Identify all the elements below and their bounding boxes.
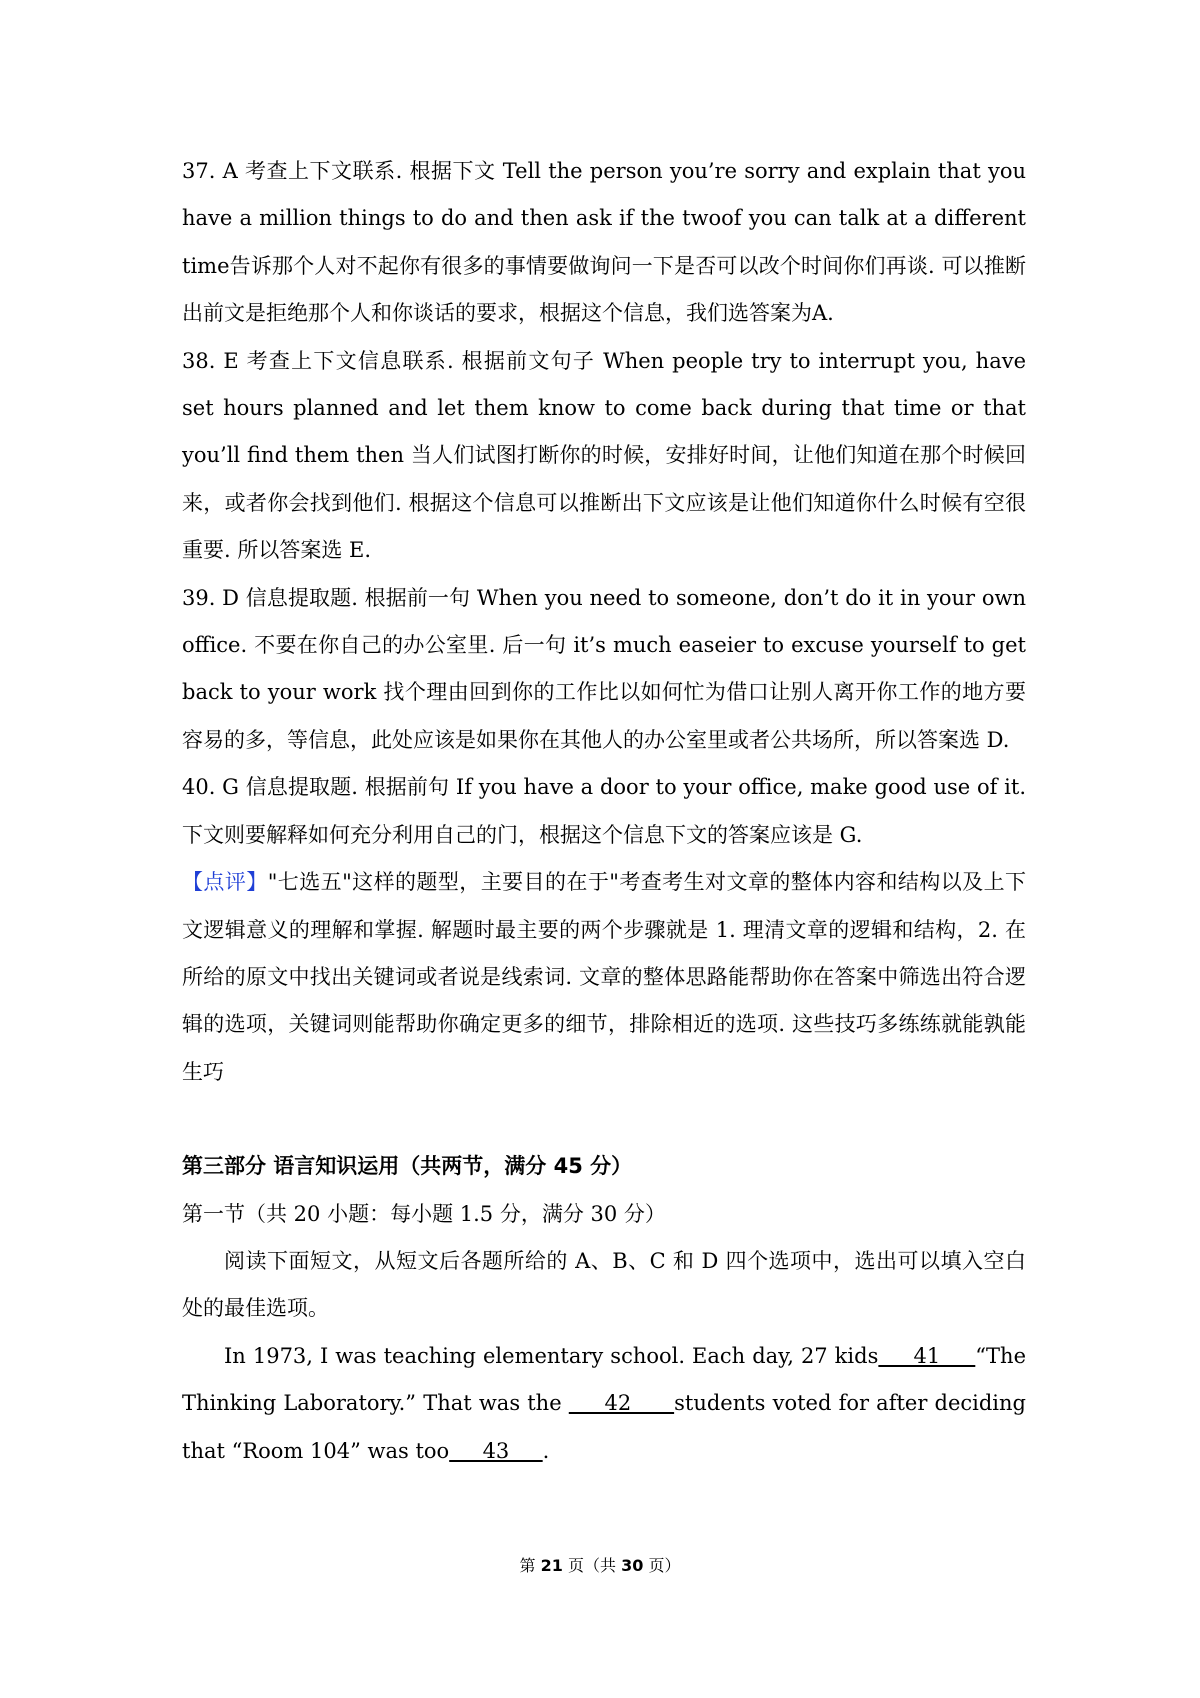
blank-42: 42 xyxy=(568,1391,675,1416)
footer-total-pages: 30 xyxy=(621,1556,644,1575)
section-heading: 第三部分 语言知识运用（共两节，满分 45 分） xyxy=(182,1154,633,1179)
footer-prefix: 第 xyxy=(519,1556,541,1575)
comment-text: "七选五"这样的题型，主要目的在于"考查考生对文章的整体内容和结构以及上下文逻辑意义的理解和掌握. 解题时最主要的两个步骤就是 1. 理清文章的逻辑和结构，2. 在所给的原文中找出关键词或者说是线索词. 文章的整体思路能帮助你在答案中筛选出符合逻辑的选项，关键词则能帮助你确定更多的细节，排除相近的选项. 这些技巧多练练就能孰能生巧 xyxy=(182,870,1026,1084)
blank-41: 41 xyxy=(878,1343,976,1368)
section-instruction: 阅读下面短文，从短文后各题所给的 A、B、C 和 D 四个选项中，选出可以填入空白处的最佳选项。 xyxy=(182,1248,1026,1321)
footer-middle: 页（共 xyxy=(562,1556,622,1575)
passage-text-3: students voted for after deciding that “Room 104” was too xyxy=(182,1391,1026,1463)
passage-text-2: “The Thinking Laboratory.” That was the xyxy=(182,1343,1026,1416)
passage-text-1: In 1973, I was teaching elementary school. Each day, 27 kids xyxy=(224,1343,879,1368)
footer-suffix: 页） xyxy=(643,1556,681,1575)
section-spacer xyxy=(182,1096,1026,1143)
answer-38: 38. E 考查上下文信息联系. 根据前文句子 When people try to interrupt you, have set hours planned and let them know to come back during that time or that you’ll find them then 当人们试图打断你的时候，安排好时间，让他们知道在那个时候回来，或者你会找到他们. 根据这个信息可以推断出下文应该是让他们知道你什么时候有空很重要. 所以答案选 E. xyxy=(182,348,1026,563)
answer-40: 40. G 信息提取题. 根据前句 If you have a door to your office, make good use of it. 下文则要解释如何充分利用自己的门，根据这个信息下文的答案应该是 G. xyxy=(182,775,1026,847)
answer-37: 37. A 考查上下文联系. 根据下文 Tell the person you’re sorry and explain that you have a million things to do and then ask if the twoof you can talk at a different time告诉那个人对不起你有很多的事情要做询问一下是否可以改个时间你们再谈. 可以推断出前文是拒绝那个人和你谈话的要求，根据这个信息，我们选答案为A. xyxy=(182,159,1026,326)
passage-paragraph xyxy=(182,1333,1026,1475)
footer-page-number: 21 xyxy=(540,1556,563,1575)
answer-39: 39. D 信息提取题. 根据前一句 When you need to someone, don’t do it in your own office. 不要在你自己的办公室里. 后一句 it’s much easeier to excuse yourself to get back to your work 找个理由回到你的工作比以如何忙为借口让别人离开你工作的地方要容易的多，等信息，此处应该是如果你在其他人的办公室里或者公共场所，所以答案选 D. xyxy=(182,585,1026,752)
section-subheading: 第一节（共 20 小题：每小题 1.5 分，满分 30 分） xyxy=(182,1201,666,1226)
comment-paragraph xyxy=(182,859,1026,1096)
page-footer xyxy=(0,1553,1200,1576)
passage-text-4: . xyxy=(542,1438,550,1463)
blank-43: 43 xyxy=(449,1438,543,1463)
comment-tag: 【点评】 xyxy=(182,870,268,895)
page-content xyxy=(182,148,1026,1475)
